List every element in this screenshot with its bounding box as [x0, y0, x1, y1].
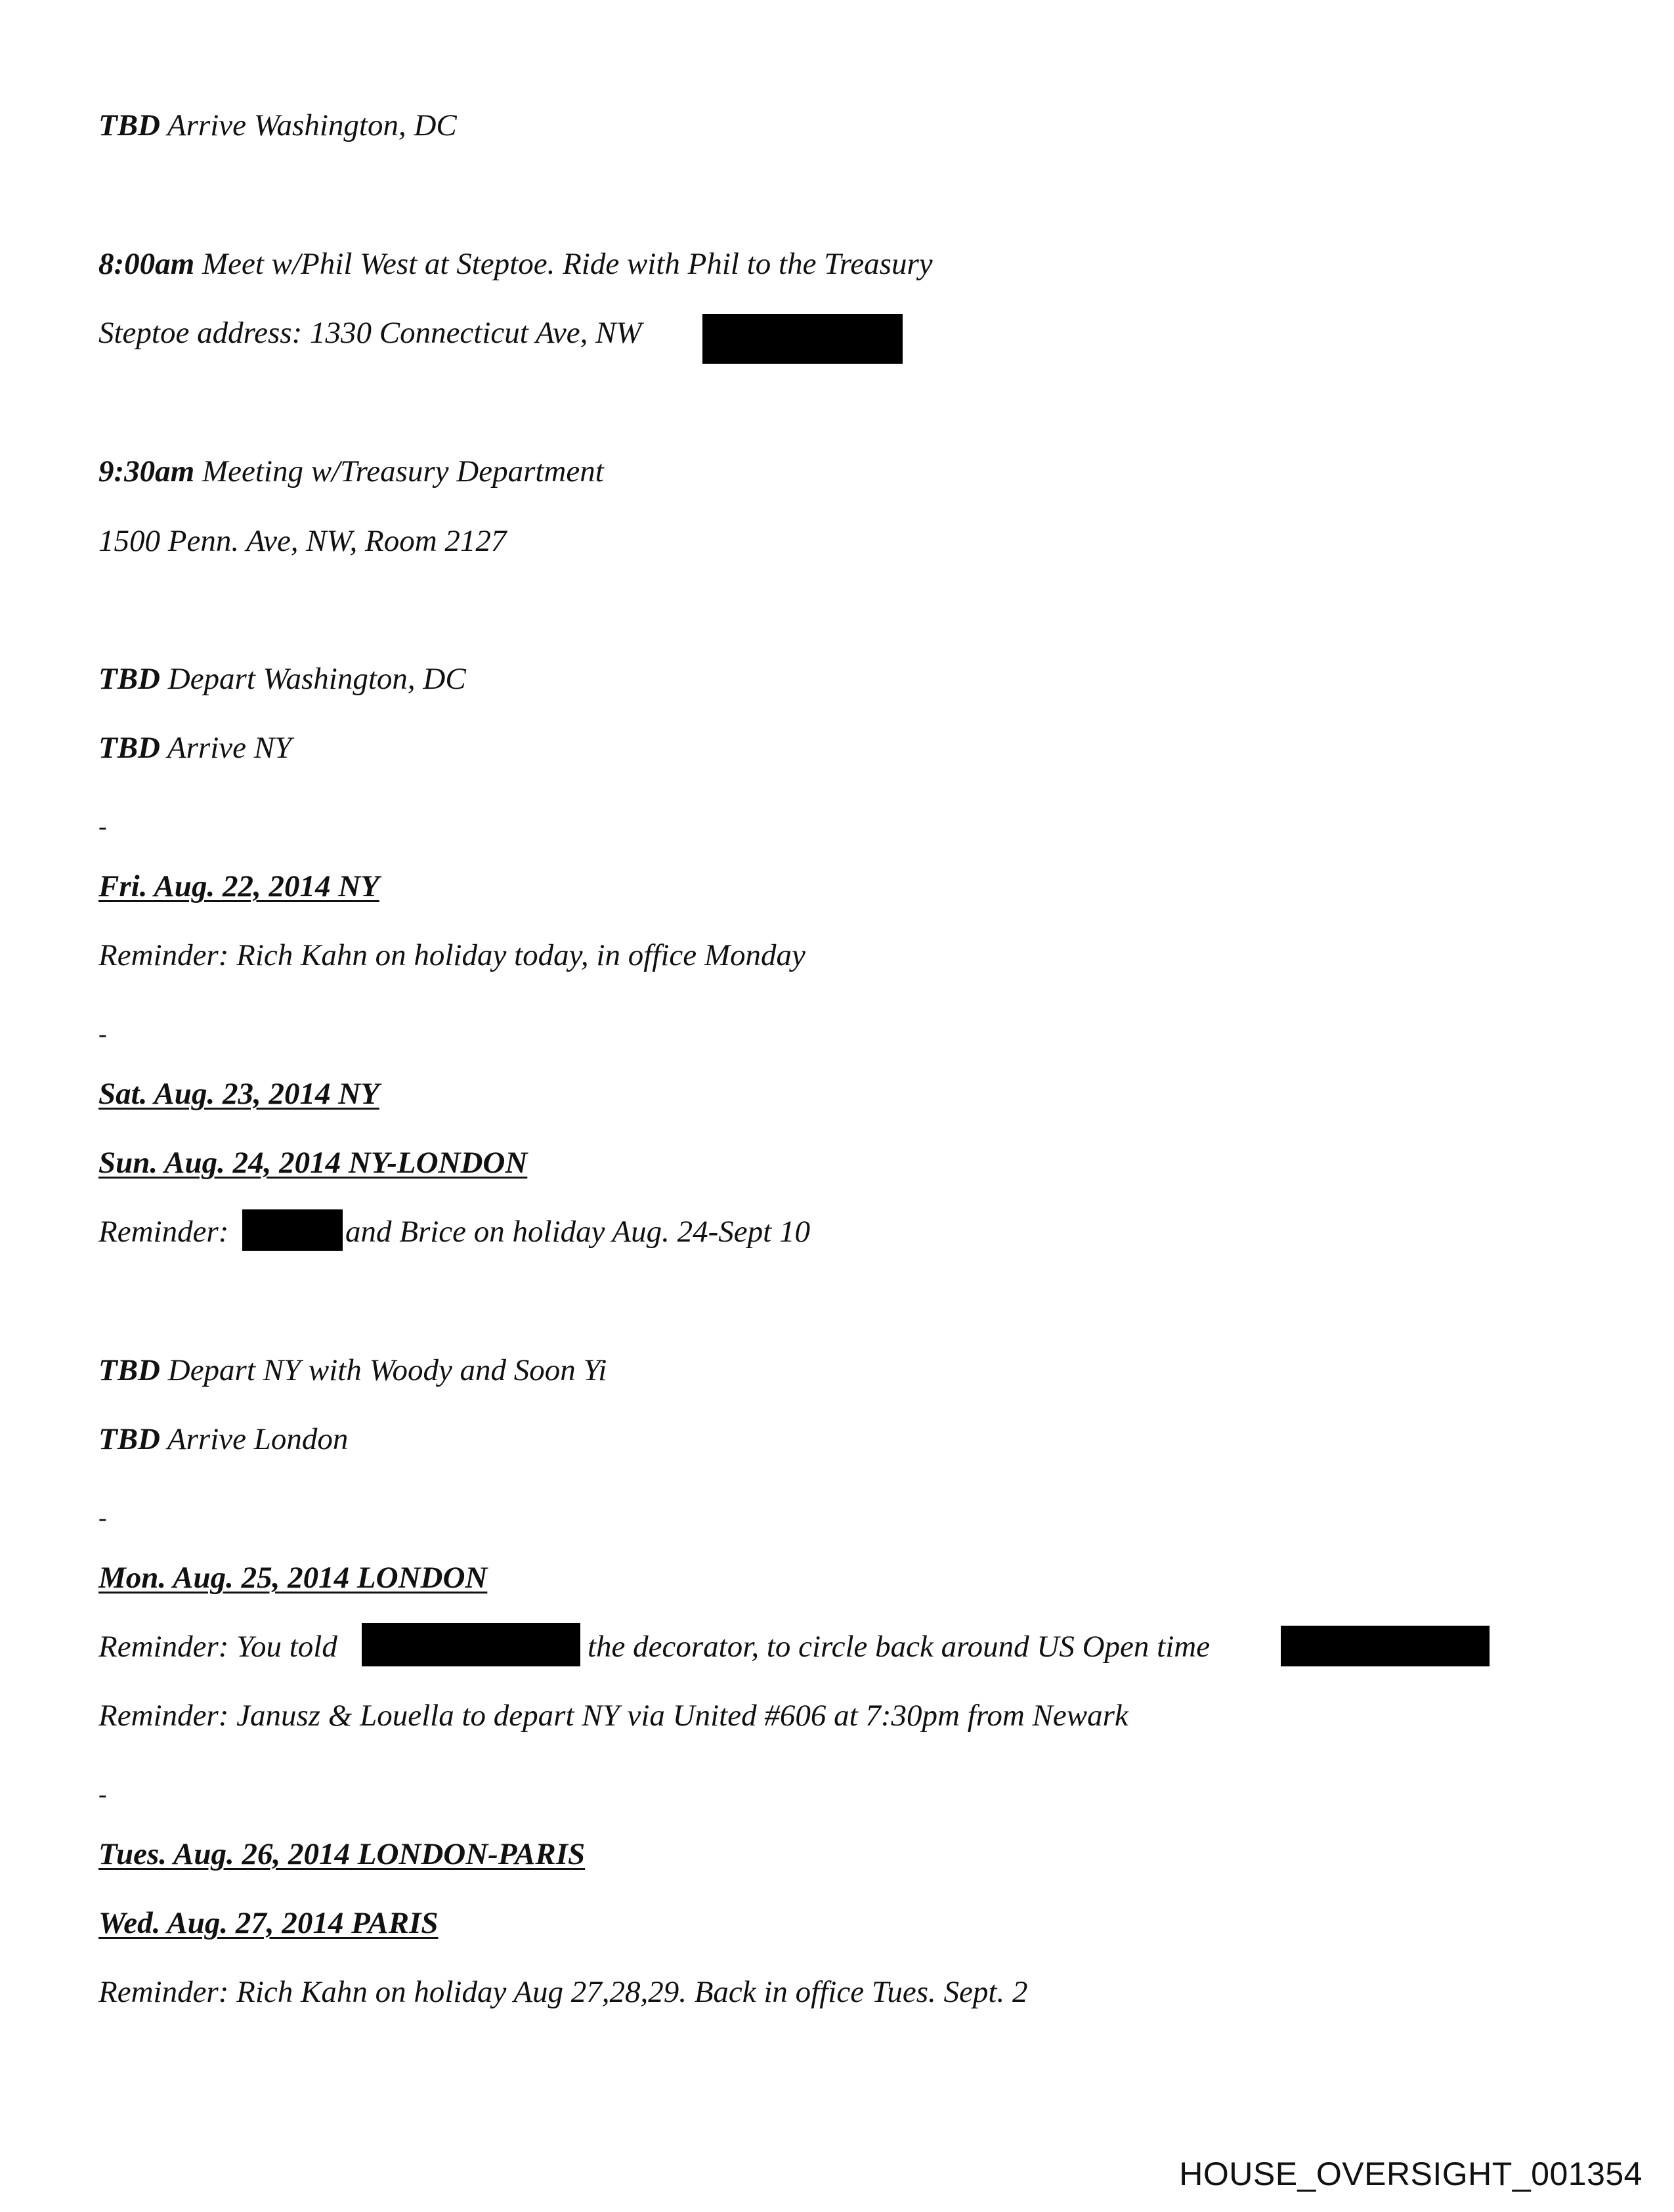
separator-dash: - — [98, 1781, 107, 1808]
reminder-line — [98, 1632, 337, 1662]
separator-dash: - — [98, 1020, 107, 1048]
line-text: Reminder: Rich Kahn on holiday Aug 27,28,29. Back in office Tues. Sept. 2 — [98, 1975, 1028, 2009]
time-label: TBD — [98, 108, 160, 142]
date-heading: Fri. Aug. 22, 2014 NY — [98, 869, 379, 903]
line-text: 1500 Penn. Ave, NW, Room 2127 — [98, 524, 507, 558]
redaction-block — [242, 1209, 343, 1251]
line-text: and Brice on holiday Aug. 24-Sept 10 — [345, 1215, 810, 1249]
schedule-line — [98, 733, 291, 764]
time-label: TBD — [98, 1422, 160, 1456]
line-text: Reminder: Janusz & Louella to depart NY via United #606 at 7:30pm from Newark — [98, 1699, 1128, 1733]
line-text: Steptoe address: 1330 Connecticut Ave, NW — [98, 316, 642, 350]
line-text: Meeting w/Treasury Department — [194, 454, 604, 488]
separator-dash: - — [98, 1504, 107, 1532]
redaction-block — [362, 1623, 580, 1666]
schedule-line — [98, 1424, 348, 1455]
separator-dash: - — [98, 813, 107, 840]
time-label: TBD — [98, 731, 160, 765]
date-heading: Sun. Aug. 24, 2014 NY-LONDON — [98, 1146, 528, 1180]
line-text: Reminder: You told — [98, 1630, 337, 1664]
date-heading: Tues. Aug. 26, 2014 LONDON-PARIS — [98, 1837, 586, 1871]
line-text: Arrive London — [160, 1422, 349, 1456]
reminder-line — [98, 1217, 228, 1247]
date-heading: Wed. Aug. 27, 2014 PARIS — [98, 1906, 439, 1940]
time-label: TBD — [98, 662, 160, 696]
time-label: TBD — [98, 1353, 160, 1387]
line-text: Arrive Washington, DC — [160, 108, 457, 142]
reminder-line — [98, 1701, 1128, 1731]
address-line — [98, 318, 642, 349]
line-text: Reminder: Rich Kahn on holiday today, in office Monday — [98, 938, 805, 972]
reminder-line-continued — [588, 1632, 1210, 1662]
address-line — [98, 526, 506, 557]
bates-number: HOUSE_OVERSIGHT_001354 — [1179, 2156, 1642, 2192]
time-label: 8:00am — [98, 247, 195, 281]
line-text: Meet w/Phil West at Steptoe. Ride with Phil to the Treasury — [194, 247, 933, 281]
line-text: Arrive NY — [160, 731, 292, 765]
schedule-line — [98, 249, 933, 280]
redaction-block — [702, 314, 903, 364]
schedule-line — [98, 664, 466, 695]
reminder-line — [98, 1977, 1027, 2008]
redaction-block — [1281, 1626, 1490, 1666]
schedule-line — [98, 1355, 607, 1386]
line-text: Reminder: — [98, 1215, 229, 1249]
line-text: Depart NY with Woody and Soon Yi — [160, 1353, 607, 1387]
line-text: the decorator, to circle back around US Open time — [588, 1630, 1211, 1664]
date-heading: Sat. Aug. 23, 2014 NY — [98, 1077, 379, 1111]
time-label: 9:30am — [98, 454, 195, 488]
date-heading: Mon. Aug. 25, 2014 LONDON — [98, 1561, 488, 1595]
reminder-line — [98, 940, 805, 971]
schedule-line — [98, 456, 604, 487]
schedule-line — [98, 110, 457, 141]
reminder-line-continued — [345, 1217, 810, 1247]
line-text: Depart Washington, DC — [160, 662, 466, 696]
